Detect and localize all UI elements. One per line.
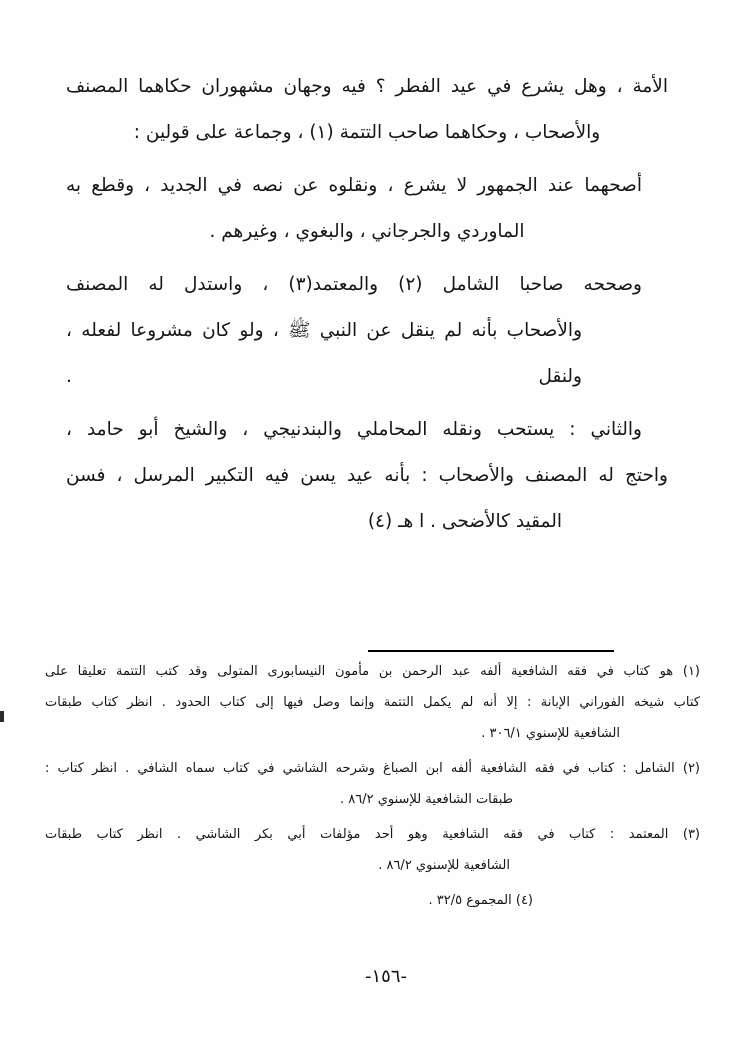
paragraph-ruling-question (66, 64, 668, 156)
text-line: (٢) الشامل : كتاب في فقه الشافعية ألفه ابن الصباغ وشرحه الشاشي في كتاب سماه الشافي . انظر كتاب : (45, 761, 700, 776)
text-line: والأصحاب ، وحكاهما صاحب التتمة (١) ، وجماعة على قولين : (133, 122, 601, 143)
text-line: واحتج له المصنف والأصحاب : بأنه عيد يسن فيه التكبير المرسل ، فسن (66, 465, 668, 486)
text-line: الشافعية للإسنوي ٨٦/٢ . (378, 858, 510, 873)
text-line: المقيد كالأضحى . ا هـ (٤) (367, 511, 562, 532)
text-line: الأمة ، وهل يشرع في عيد الفطر ؟ فيه وجهان مشهوران حكاهما المصنف (66, 76, 668, 97)
text-line: الشافعية للإسنوي ٣٠٦/١ . (481, 726, 620, 741)
text-line: كتاب شيخه الفوراني الإبانة : إلا أنه لم يكمل التتمة وإنما وصل فيها إلى كتاب الحدود . انظر كتاب طبقات (45, 695, 700, 710)
footnote-3 (45, 819, 700, 881)
footnote-2 (45, 753, 700, 815)
main-text-block (66, 64, 668, 552)
paragraph-first-opinion (66, 163, 668, 255)
text-line: أصحهما عند الجمهور لا يشرع ، ونقلوه عن نصه في الجديد ، وقطع به (66, 175, 642, 196)
text-line: (١) هو كتاب في فقه الشافعية ألفه عبد الرحمن بن مأمون النيسابورى المتولى وقد كتب التتمة تعليقا على (45, 664, 700, 679)
text-line: الماوردي والجرجاني ، والبغوي ، وغيرهم . (209, 221, 525, 242)
text-line: والأصحاب بأنه لم ينقل عن النبي ﷺ ، ولو كان مشروعا لفعله ، ولنقل . (66, 320, 582, 387)
text-line: والثاني : يستحب ونقله المحاملي والبندنيجي ، والشيخ أبو حامد ، (66, 419, 642, 440)
footnotes-block (45, 656, 700, 920)
text-line: وصححه صاحبا الشامل (٢) والمعتمد(٣) ، واستدل له المصنف (66, 274, 642, 295)
paragraph-second-opinion (66, 407, 668, 545)
text-line: (٣) المعتمد : كتاب في فقه الشافعية وهو أحد مؤلفات أبي بكر الشاشي . انظر كتاب طبقات (45, 827, 700, 842)
text-line: طبقات الشافعية للإسنوي ٨٦/٢ . (340, 792, 513, 807)
footnote-4 (45, 885, 700, 916)
footnote-1 (45, 656, 700, 749)
paragraph-supporting-sources (66, 262, 668, 400)
footnote-separator-rule (368, 650, 614, 652)
page-number: -١٥٦- (364, 966, 407, 987)
scan-edge-artifact (0, 711, 4, 722)
text-line: (٤) المجموع ٣٢/٥ . (428, 893, 533, 908)
